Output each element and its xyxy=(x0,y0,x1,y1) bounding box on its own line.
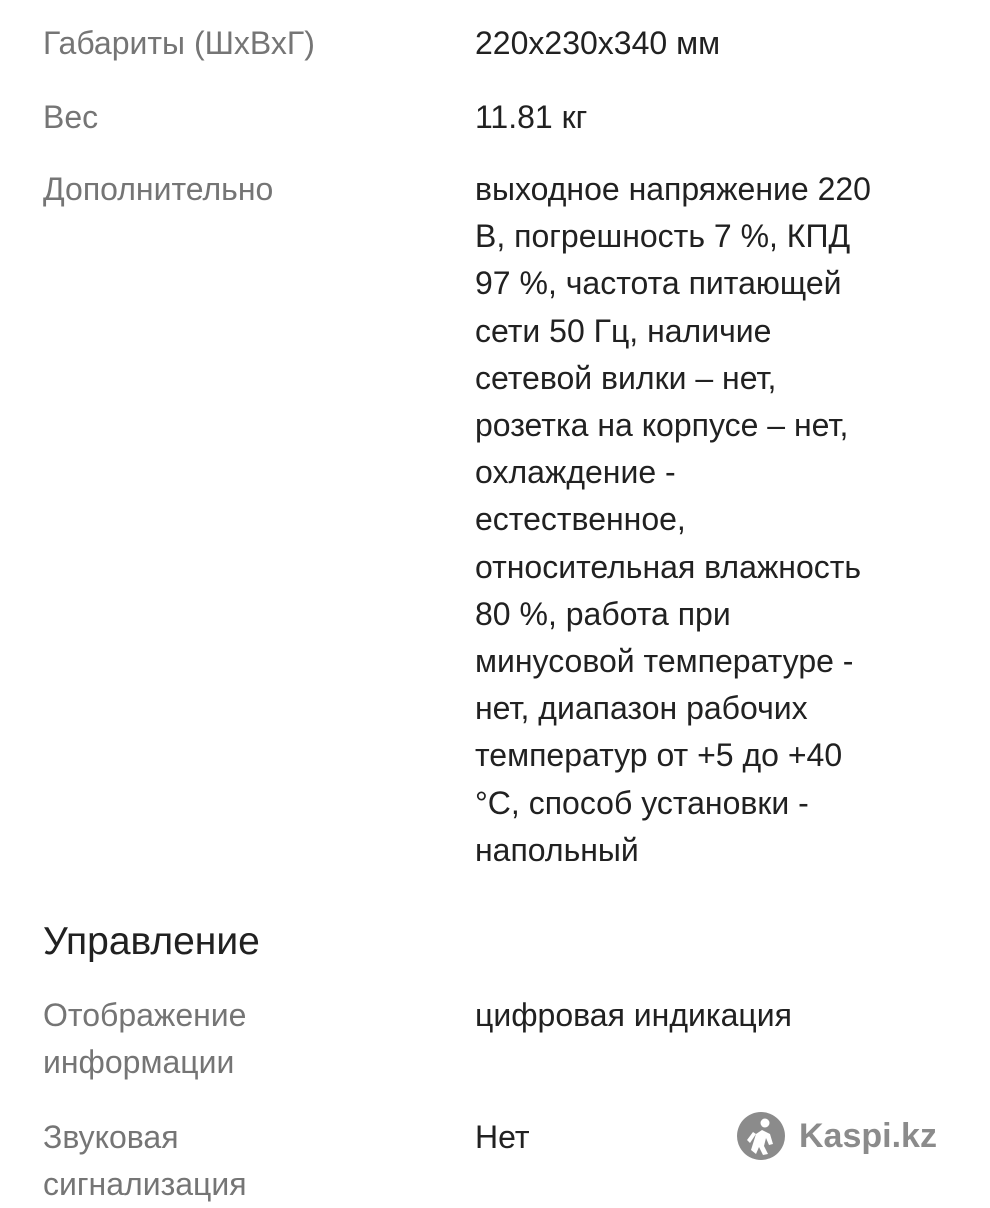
watermark-text: Kaspi.kz xyxy=(799,1116,937,1155)
spec-value: 220х230х340 мм xyxy=(475,25,721,61)
spec-value: 11.81 кг xyxy=(475,99,588,135)
kaspi-logo-icon xyxy=(735,1110,787,1162)
spec-label: Отображение информации xyxy=(43,997,247,1080)
spec-label: Вес xyxy=(43,99,99,135)
spec-value: Нет xyxy=(475,1119,530,1155)
spec-label: Дополнительно xyxy=(43,171,274,207)
section-title-control: Управление xyxy=(43,920,260,963)
kaspi-watermark xyxy=(735,1110,937,1162)
spec-value: цифровая индикация xyxy=(475,997,792,1033)
spec-label: Звуковая сигнализация xyxy=(43,1119,247,1202)
spec-value-additional: выходное напряжение 220 В, погрешность 7 %, КПД 97 %, частота питающей сети 50 Гц, наличие сетевой вилки – нет, розетка на корпусе – нет, охлаждение - естественное, относительная влажность 80 %, работа при минусовой температуре - нет, диапазон рабочих температур от +5 до +40 °C, способ установки - напольный xyxy=(475,171,871,868)
spec-label: Габариты (ШхВхГ) xyxy=(43,25,315,61)
